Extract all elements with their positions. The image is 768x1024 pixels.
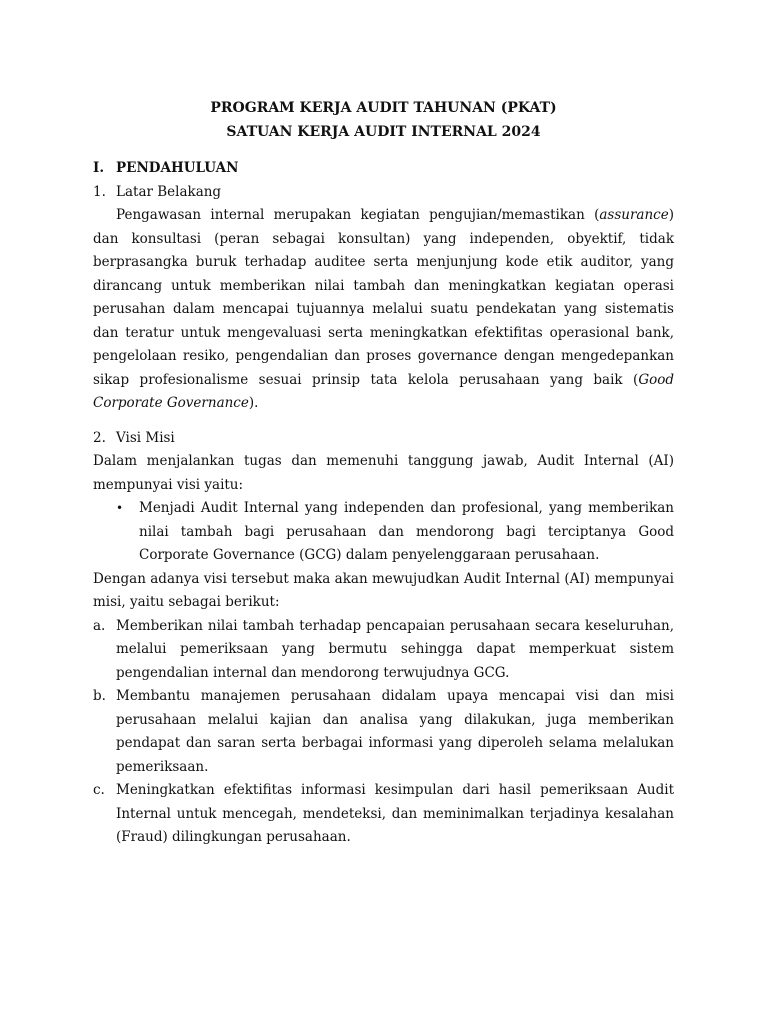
latar-belakang-paragraph	[93, 204, 674, 416]
subsection-title: Visi Misi	[116, 429, 175, 446]
subsection-number: 1.	[93, 183, 106, 200]
bullet-icon: •	[116, 501, 124, 515]
misi-list-item	[93, 779, 674, 850]
document-title-line-1: PROGRAM KERJA AUDIT TAHUNAN (PKAT)	[210, 100, 557, 116]
bullet-text: Menjadi Audit Internal yang independen dan profesional, yang memberikan nilai tambah bagi perusahaan dan mendorong bagi terciptanya Good Corporate Governance (GCG) dalam penyelenggaraan perusahaan.	[139, 500, 674, 563]
visi-bullet-item	[116, 497, 674, 568]
list-marker: b.	[93, 688, 106, 704]
spacer	[93, 416, 674, 427]
italic-term: Good Corporate Governance	[93, 371, 674, 411]
subsection-number: 2.	[93, 429, 106, 446]
misi-list-item	[93, 685, 674, 779]
list-item-text: Meningkatkan efektifitas informasi kesimpulan dari hasil pemeriksaan Audit Internal untuk mencegah, mendeteksi, dan meminimalkan terjadinya kesalahan (Fraud) dilingkungan perusahaan.	[116, 782, 674, 845]
paragraph-text: Pengawasan internal merupakan kegiatan pengujian/memastikan (	[116, 207, 600, 223]
document-page	[93, 96, 674, 850]
section-heading	[93, 157, 674, 181]
document-title-line-2: SATUAN KERJA AUDIT INTERNAL 2024	[226, 124, 541, 140]
paragraph-text: ).	[248, 395, 259, 411]
section-number: I.	[93, 160, 105, 176]
paragraph-text: ) dan konsultasi (peran sebagai konsultan) yang independen, obyektif, tidak berprasangka buruk terhadap auditee serta menjunjung kode etik auditor, yang dirancang untuk memberikan nilai tambah dan meningkatkan kegiatan operasi perusahan dalam mencapai tujuannya melalui suatu pendekatan yang sistematis dan teratur untuk mengevaluasi serta meningkatkan efektifitas operasional bank, pengelolaan resiko, pengendalian dan proses governance dengan mengedepankan sikap profesionalisme sesuai prinsip tata kelola perusahaan yang baik (	[93, 207, 674, 388]
subsection-heading-latar	[93, 181, 674, 205]
misi-list-item	[93, 615, 674, 686]
list-item-text: Memberikan nilai tambah terhadap pencapaian perusahaan secara keseluruhan, melalui pemeriksaan yang bermutu sehingga dapat memperkuat sistem pengendalian internal dan mendorong terwujudnya GCG.	[116, 617, 674, 681]
list-item-text: Membantu manajemen perusahaan didalam upaya mencapai visi dan misi perusahaan melalui kajian dan analisa yang dilakukan, juga memberikan pendapat dan saran serta berbagai informasi yang diperoleh selama melalukan pemeriksaan.	[116, 688, 674, 775]
visi-intro-paragraph: Dalam menjalankan tugas dan memenuhi tanggung jawab, Audit Internal (AI) mempunyai visi yaitu:	[93, 453, 674, 493]
section-title: PENDAHULUAN	[116, 160, 239, 176]
subsection-title: Latar Belakang	[116, 183, 222, 200]
list-marker: a.	[93, 617, 106, 634]
subsection-heading-visi	[93, 427, 674, 451]
list-marker: c.	[93, 782, 105, 798]
italic-term: assurance	[599, 207, 669, 223]
misi-intro-paragraph: Dengan adanya visi tersebut maka akan mewujudkan Audit Internal (AI) mempunyai misi, yaitu sebagai berikut:	[93, 570, 674, 610]
